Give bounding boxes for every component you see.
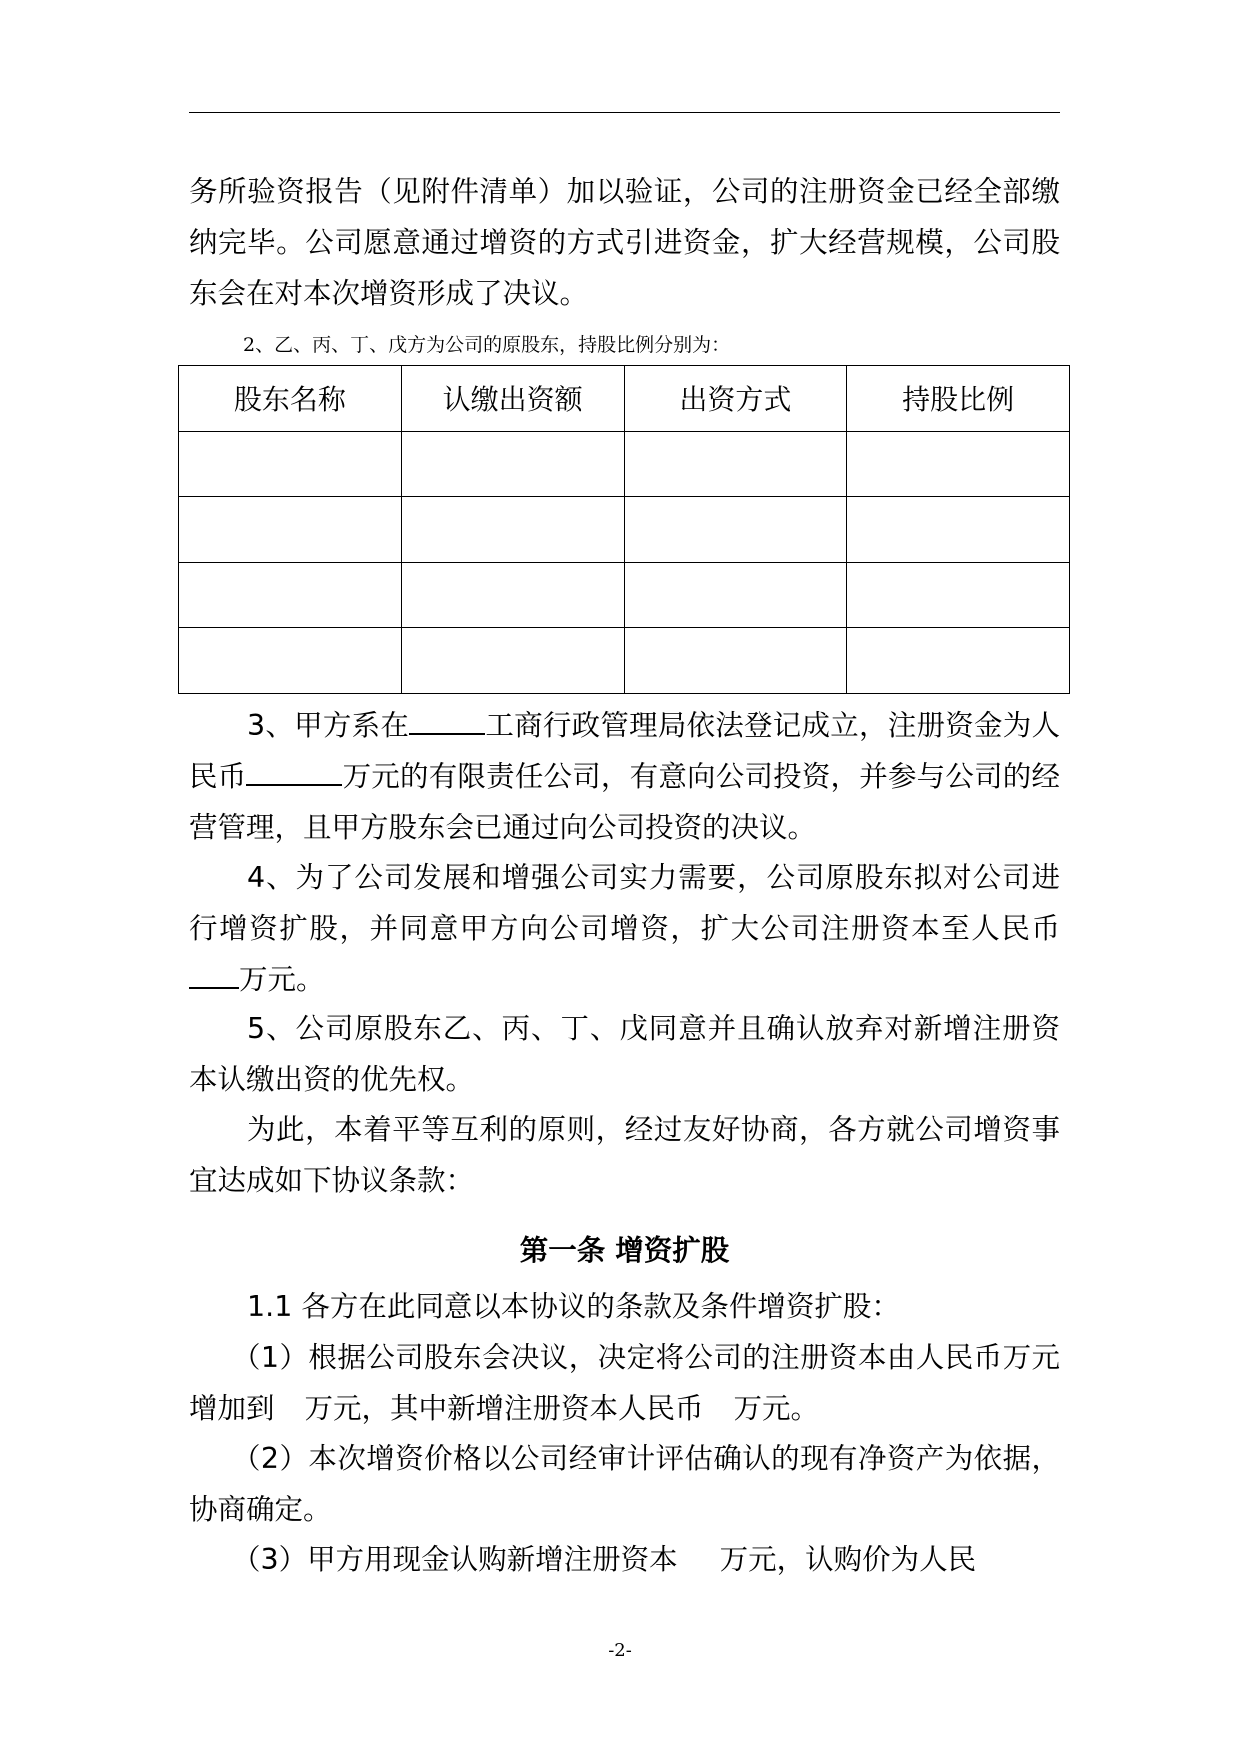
- table-cell: [847, 431, 1070, 497]
- table-cell: [624, 431, 847, 497]
- clause-1-1: 1.1 各方在此同意以本协议的条款及条件增资扩股：: [247, 1290, 900, 1323]
- paragraph-capital-verification: 务所验资报告（见附件清单）加以验证，公司的注册资金已经全部缴纳完毕。公司愿意通过增资的方式引进资金，扩大经营规模，公司股东会在对本次增资形成了决议。: [189, 175, 1060, 310]
- table-cell: [624, 497, 847, 563]
- paragraph-party-a: [189, 700, 1060, 853]
- item-1-text-3: 万元。: [733, 1392, 820, 1425]
- header-subscribed-capital: 认缴出资额: [401, 366, 624, 432]
- table-cell: [401, 431, 624, 497]
- clause-1-1-item-2: （2）本次增资价格以公司经审计评估确认的现有净资产为依据，协商确定。: [189, 1442, 1060, 1526]
- paragraph-agreement-intro: 为此，本着平等互利的原则，经过友好协商，各方就公司增资事宜达成如下协议条款：: [189, 1113, 1060, 1197]
- item-3-text-2: 万元，认购价为人民: [719, 1543, 977, 1576]
- item-1-text-1: （1）根据公司股东会决议，决定将公司的注册资本由人民币万元增加到: [189, 1341, 1060, 1425]
- clause-1-1-item-3: [189, 1534, 1060, 1585]
- table-cell: [179, 562, 402, 628]
- table-row: [179, 497, 1070, 563]
- header-shareholding-ratio: 持股比例: [847, 366, 1070, 432]
- table-cell: [179, 497, 402, 563]
- capital-increase-text-1: 4、为了公司发展和增强公司实力需要，公司原股东拟对公司进行增资扩股，并同意甲方向公司增资，扩大公司注册资本至人民币: [189, 861, 1060, 945]
- party-a-text-3: 万元的有限责任公司，有意向公司投资，并参与公司的经营管理，且甲方股东会已通过向公司投资的决议。: [189, 760, 1060, 844]
- table-cell: [179, 628, 402, 694]
- table-cell: [401, 497, 624, 563]
- table-cell: [847, 562, 1070, 628]
- header-contribution-method: 出资方式: [624, 366, 847, 432]
- table-row: [179, 431, 1070, 497]
- item-3-text-1: （3）甲方用现金认购新增注册资本: [232, 1543, 678, 1576]
- header-rule: [189, 112, 1060, 113]
- item-1-text-2: 万元，其中新增注册资本人民币: [304, 1392, 704, 1425]
- page-number: -2-: [608, 1640, 632, 1661]
- blank-registered-capital: [246, 756, 342, 786]
- blank-target-capital: [189, 959, 239, 989]
- table-row: [179, 628, 1070, 694]
- table-cell: [401, 562, 624, 628]
- paragraph-capital-increase: [189, 852, 1060, 1005]
- table-cell: [847, 497, 1070, 563]
- table-cell: [624, 562, 847, 628]
- paragraph-waiver: 5、公司原股东乙、丙、丁、戊同意并且确认放弃对新增注册资本认缴出资的优先权。: [189, 1012, 1060, 1096]
- header-shareholder-name: 股东名称: [179, 366, 402, 432]
- table-cell: [847, 628, 1070, 694]
- shareholder-table: [178, 365, 1070, 694]
- table-cell: [179, 431, 402, 497]
- party-a-text-2: 工商行政管理局依法登记成立，注册资金为人民币: [189, 709, 1060, 793]
- table-cell: [624, 628, 847, 694]
- blank-registration-bureau: [409, 705, 485, 735]
- paragraph-shareholders-intro: 2、乙、丙、丁、戊方为公司的原股东，持股比例分别为：: [243, 334, 731, 356]
- clause-1-1-item-1: [189, 1332, 1060, 1434]
- table-row: [179, 562, 1070, 628]
- table-cell: [401, 628, 624, 694]
- table-header-row: [179, 366, 1070, 432]
- party-a-text-1: 3、甲方系在: [247, 709, 410, 742]
- article-1-heading: 第一条 增资扩股: [519, 1234, 730, 1267]
- capital-increase-text-2: 万元。: [239, 963, 325, 996]
